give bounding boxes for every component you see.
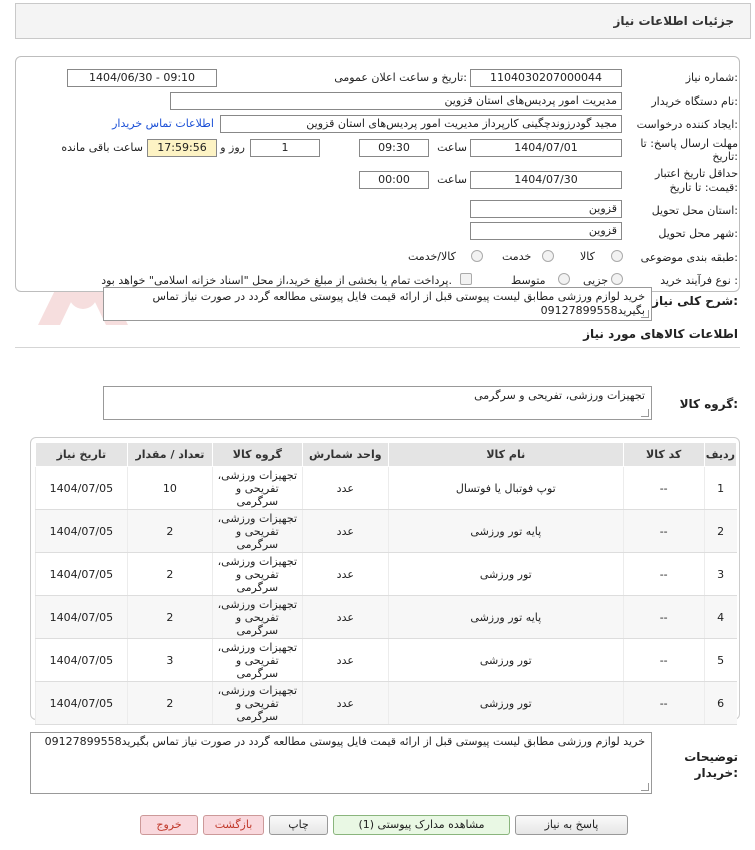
validity-time-field: 00:00 — [359, 171, 429, 189]
col-header-quantity: تعداد / مقدار — [127, 443, 212, 467]
resize-grip-icon[interactable] — [641, 783, 649, 791]
back-button[interactable]: بازگشت — [203, 815, 264, 835]
cell-quantity: 3 — [127, 639, 212, 682]
cell-name: تور ورزشی — [389, 682, 624, 725]
buyer-notes-text: خرید لوازم ورزشی مطابق لیست پیوستی قبل از ارائه قیمت فایل پیوستی مطالعه گردد در صورت نیاز تماس بگیرید09127899558 — [44, 735, 645, 748]
validity-date-field: 1404/07/30 — [470, 171, 622, 189]
deadline-label-1: مهلت ارسال پاسخ: تا — [640, 137, 738, 150]
days-count-field: 1 — [250, 139, 320, 157]
exit-button[interactable]: خروج — [140, 815, 198, 835]
cell-date: 1404/07/05 — [36, 510, 128, 553]
cell-name: توپ فوتبال یا فوتسال — [389, 467, 624, 510]
cell-date: 1404/07/05 — [36, 553, 128, 596]
announce-field: 1404/06/30 - 09:10 — [67, 69, 217, 87]
cell-row-number: 1 — [704, 467, 736, 510]
province-label: استان محل تحویل: — [651, 204, 738, 217]
col-header-name: نام کالا — [389, 443, 624, 467]
category-both-radio[interactable] — [471, 250, 483, 262]
cell-unit: عدد — [302, 467, 388, 510]
need-number-field: 1104030207000044 — [470, 69, 622, 87]
resize-grip-icon[interactable] — [641, 409, 649, 417]
table-row — [36, 682, 737, 725]
reply-button[interactable]: پاسخ به نیاز — [515, 815, 628, 835]
table-row — [36, 553, 737, 596]
page-title: جزئیات اطلاعات نیاز — [613, 14, 734, 28]
deadline-time-label: ساعت — [437, 141, 467, 154]
category-both-label: کالا/خدمت — [408, 250, 456, 263]
process-label: نوع فرآیند خرید : — [660, 274, 738, 287]
goods-group-text: تجهیزات ورزشی، تفریحی و سرگرمی — [474, 389, 645, 402]
col-header-unit: واحد شمارش — [302, 443, 388, 467]
cell-code: -- — [623, 682, 704, 725]
remaining-time-field: 17:59:56 — [147, 139, 217, 157]
process-minor-radio[interactable] — [611, 273, 623, 285]
category-label: طبقه بندی موضوعی: — [640, 251, 738, 264]
cell-name: تور ورزشی — [389, 553, 624, 596]
cell-name: تور ورزشی — [389, 639, 624, 682]
cell-unit: عدد — [302, 639, 388, 682]
validity-label-1: حداقل تاریخ اعتبار — [654, 167, 738, 180]
cell-row-number: 6 — [704, 682, 736, 725]
cell-quantity: 2 — [127, 682, 212, 725]
deadline-date-field: 1404/07/01 — [470, 139, 622, 157]
buyer-org-label: نام دستگاه خریدار: — [651, 95, 738, 108]
cell-unit: عدد — [302, 553, 388, 596]
cell-quantity: 2 — [127, 596, 212, 639]
description-text: خرید لوازم ورزشی مطابق لیست پیوستی قبل از ارائه قیمت فایل پیوستی مطالعه گردد در صورت نیاز تماس بگیرید09127899558 — [152, 290, 645, 317]
treasury-payment-note: پرداخت تمام یا بخشی از مبلغ خرید،از محل "اسناد خزانه اسلامی" خواهد بود. — [101, 274, 452, 287]
cell-code: -- — [623, 553, 704, 596]
cell-quantity: 10 — [127, 467, 212, 510]
cell-name: پایه تور ورزشی — [389, 596, 624, 639]
cell-group: تجهیزات ورزشی، تفریحی و سرگرمی — [213, 639, 302, 682]
print-button[interactable]: چاپ — [269, 815, 328, 835]
cell-group: تجهیزات ورزشی، تفریحی و سرگرمی — [213, 467, 302, 510]
cell-date: 1404/07/05 — [36, 467, 128, 510]
city-field: قزوین — [470, 222, 622, 240]
cell-date: 1404/07/05 — [36, 682, 128, 725]
cell-quantity: 2 — [127, 553, 212, 596]
table-row — [36, 467, 737, 510]
col-header-row-number: ردیف — [704, 443, 736, 467]
cell-code: -- — [623, 596, 704, 639]
cell-date: 1404/07/05 — [36, 639, 128, 682]
cell-group: تجهیزات ورزشی، تفریحی و سرگرمی — [213, 596, 302, 639]
table-row — [36, 510, 737, 553]
view-attachments-button[interactable]: مشاهده مدارک پیوستی (1) — [333, 815, 510, 835]
cell-quantity: 2 — [127, 510, 212, 553]
cell-code: -- — [623, 639, 704, 682]
category-service-radio[interactable] — [542, 250, 554, 262]
process-minor-label: جزیی — [583, 274, 609, 287]
table-header-row — [36, 443, 737, 467]
goods-group-label: گروه کالا: — [679, 397, 738, 411]
province-field: قزوین — [470, 200, 622, 218]
deadline-label-2: تاریخ: — [712, 150, 738, 163]
announce-label: تاریخ و ساعت اعلان عمومی: — [334, 71, 467, 84]
process-medium-radio[interactable] — [558, 273, 570, 285]
days-label: روز و — [220, 141, 245, 154]
table-row — [36, 639, 737, 682]
treasury-payment-checkbox[interactable] — [460, 273, 472, 285]
validity-label-2: قیمت: تا تاریخ: — [669, 181, 738, 194]
category-goods-radio[interactable] — [611, 250, 623, 262]
items-table-container — [30, 437, 740, 723]
table-row — [36, 596, 737, 639]
cell-name: پایه تور ورزشی — [389, 510, 624, 553]
title-bar — [15, 3, 751, 39]
category-goods-label: کالا — [580, 250, 595, 263]
buyer-org-field: مدیریت امور پردیس‌های استان قزوین — [170, 92, 622, 110]
goods-group-textarea[interactable] — [103, 386, 652, 420]
creator-label: ایجاد کننده درخواست: — [636, 118, 738, 131]
remaining-label: ساعت باقی مانده — [61, 141, 143, 154]
cell-group: تجهیزات ورزشی، تفریحی و سرگرمی — [213, 553, 302, 596]
cell-code: -- — [623, 510, 704, 553]
deadline-time-field: 09:30 — [359, 139, 429, 157]
cell-row-number: 3 — [704, 553, 736, 596]
buyer-contact-link[interactable]: اطلاعات تماس خریدار — [112, 117, 214, 130]
validity-time-label: ساعت — [437, 173, 467, 186]
description-textarea[interactable] — [103, 287, 652, 321]
creator-field: مجید گودرزوندچگینی کارپرداز مدیریت امور پردیس‌های استان قزوین — [220, 115, 622, 133]
col-header-group: گروه کالا — [213, 443, 302, 467]
resize-grip-icon[interactable] — [641, 310, 649, 318]
cell-date: 1404/07/05 — [36, 596, 128, 639]
col-header-code: کد کالا — [623, 443, 704, 467]
items-table — [35, 442, 737, 725]
cell-row-number: 5 — [704, 639, 736, 682]
description-label: شرح کلی نیاز: — [652, 294, 738, 308]
buyer-notes-textarea[interactable] — [30, 732, 652, 794]
section-divider — [15, 347, 740, 348]
buyer-notes-label-2: خریدار: — [694, 766, 738, 780]
col-header-date: تاریخ نیاز — [36, 443, 128, 467]
cell-unit: عدد — [302, 682, 388, 725]
cell-unit: عدد — [302, 510, 388, 553]
cell-row-number: 2 — [704, 510, 736, 553]
cell-group: تجهیزات ورزشی، تفریحی و سرگرمی — [213, 510, 302, 553]
cell-row-number: 4 — [704, 596, 736, 639]
process-medium-label: متوسط — [511, 274, 546, 287]
cell-unit: عدد — [302, 596, 388, 639]
need-number-label: شماره نیاز: — [685, 71, 738, 84]
cell-group: تجهیزات ورزشی، تفریحی و سرگرمی — [213, 682, 302, 725]
category-service-label: خدمت — [502, 250, 532, 263]
cell-code: -- — [623, 467, 704, 510]
goods-section-title: اطلاعات کالاهای مورد نیاز — [583, 327, 738, 341]
buyer-notes-label-1: توضیحات — [684, 750, 738, 764]
city-label: شهر محل تحویل: — [658, 227, 738, 240]
